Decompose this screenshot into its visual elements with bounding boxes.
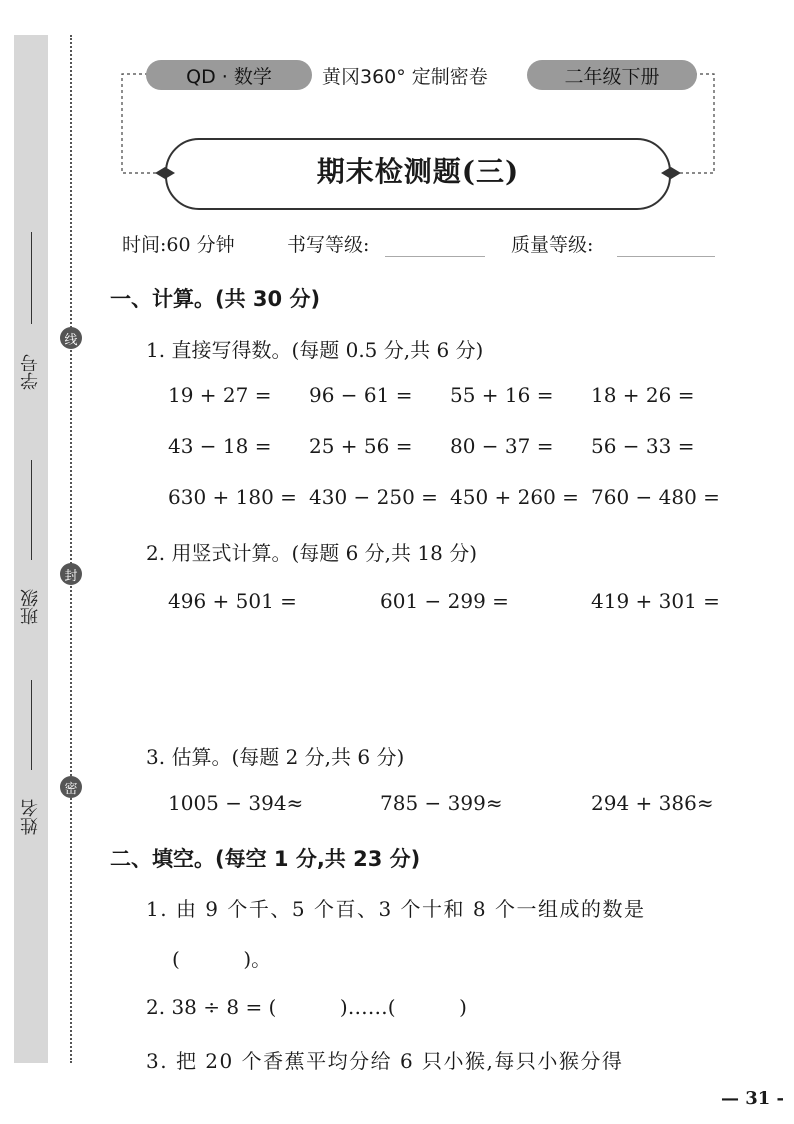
- problem: 80 − 37 =: [450, 434, 554, 458]
- subject-pill: QD · 数学: [146, 60, 312, 90]
- problem: 96 − 61 =: [309, 383, 413, 407]
- section-1-heading: 一、计算。(共 30 分): [110, 287, 321, 311]
- vertical-calc-problem: 601 − 299 =: [380, 589, 509, 613]
- page-title: 期末检测题(三): [316, 155, 520, 188]
- binding-circle-seal: 封: [60, 563, 82, 585]
- series-name: 黄冈360° 定制密卷: [322, 66, 488, 88]
- q1-label: 1. 直接写得数。(每题 0.5 分,共 6 分): [146, 338, 484, 362]
- exam-time: 时间:60 分钟: [122, 234, 235, 256]
- page-number: — 31 -: [720, 1088, 784, 1109]
- problem: 430 − 250 =: [309, 485, 438, 509]
- fill-q1-line2: ( )。: [172, 947, 272, 971]
- binding-circle-line: 线: [60, 327, 82, 349]
- problem: 630 + 180 =: [168, 485, 297, 509]
- quality-grade-label: 质量等级:: [511, 234, 594, 256]
- fill-q3: 3. 把 20 个香蕉平均分给 6 只小猴,每只小猴分得: [146, 1049, 624, 1073]
- estimate-problem: 785 − 399≈: [380, 791, 503, 815]
- problem: 55 + 16 =: [450, 383, 554, 407]
- q3-label: 3. 估算。(每题 2 分,共 6 分): [146, 745, 405, 769]
- writing-grade-blank: [385, 256, 485, 257]
- name-line: [31, 680, 32, 770]
- grade-pill: 二年级下册: [527, 60, 697, 90]
- fill-q2: 2. 38 ÷ 8 = ( )……( ): [146, 995, 467, 1019]
- problem: 43 − 18 =: [168, 434, 272, 458]
- section-2-heading: 二、填空。(每空 1 分,共 23 分): [110, 847, 421, 871]
- problem: 25 + 56 =: [309, 434, 413, 458]
- estimate-problem: 294 + 386≈: [591, 791, 714, 815]
- problem: 18 + 26 =: [591, 383, 695, 407]
- problem: 760 − 480 =: [591, 485, 720, 509]
- problem: 19 + 27 =: [168, 383, 272, 407]
- writing-grade-label: 书写等级:: [287, 234, 370, 256]
- problem: 56 − 33 =: [591, 434, 695, 458]
- student-id-label: 学号: [20, 354, 41, 390]
- name-label: 姓名: [20, 799, 41, 835]
- class-label: 班级: [20, 589, 41, 625]
- vertical-calc-problem: 496 + 501 =: [168, 589, 297, 613]
- binding-dotted-line: [70, 35, 72, 1063]
- quality-grade-blank: [617, 256, 715, 257]
- class-line: [31, 460, 32, 560]
- problem: 450 + 260 =: [450, 485, 579, 509]
- estimate-problem: 1005 − 394≈: [168, 791, 304, 815]
- fill-q1-line1: 1. 由 9 个千、5 个百、3 个十和 8 个一组成的数是: [146, 897, 646, 921]
- binding-circle-secret: 密: [60, 776, 82, 798]
- q2-label: 2. 用竖式计算。(每题 6 分,共 18 分): [146, 541, 478, 565]
- student-id-line: [31, 232, 32, 324]
- vertical-calc-problem: 419 + 301 =: [591, 589, 720, 613]
